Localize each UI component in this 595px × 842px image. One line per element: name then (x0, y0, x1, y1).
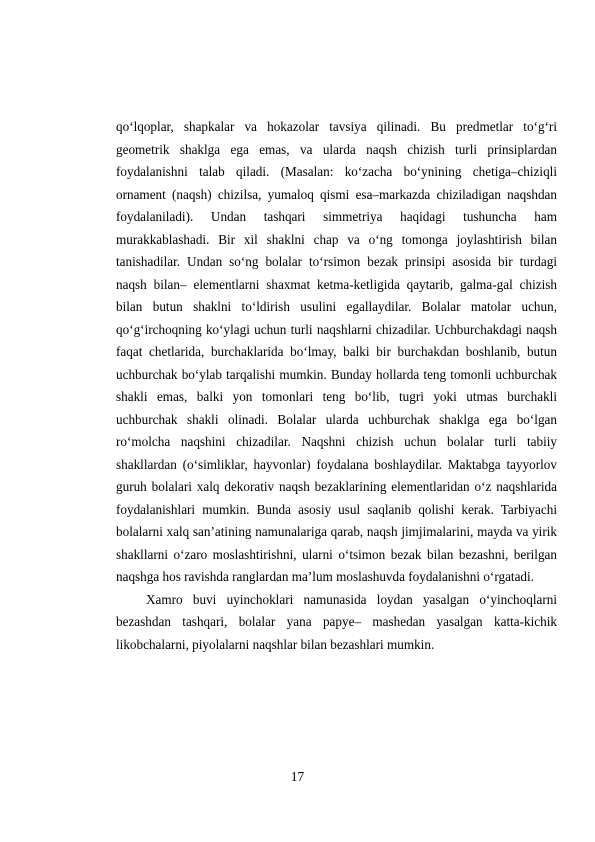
text-line: foydalanishlari mumkin. Bunda asosiy usul saqlanib qolishi kerak. Tarbiyachi (116, 501, 557, 517)
text-line: naqsh bilan– elementlarni shaxmat ketma-ketligida qaytarib, galma-gal chizish (116, 276, 557, 292)
text-line: foydalaniladi). Undan tashqari simmetriya haqidagi tushuncha ham (116, 209, 557, 224)
text-line: faqat chetlarida, burchaklarida bo‘lmay, balki bir burchakdan boshlanib, butun (116, 344, 557, 359)
text-line: shakllarni o‘zaro moslashtirishni, ularni o‘tsimon bezak bilan bezashni, berilgan (116, 546, 557, 562)
text-line: shakllardan (o‘simliklar, hayvonlar) foydalana boshlaydilar. Maktabga tayyorlov (116, 456, 557, 472)
text-line: tanishadilar. Undan so‘ng bolalar to‘rsimon bezak prinsipi asosida bir turdagi (116, 254, 557, 269)
text-line: shakli emas, balki yon tomonlari teng bo‘lib, tugri yoki utmas burchakli (116, 389, 557, 404)
text-line: guruh bolalari xalq dekorativ naqsh bezaklarining elementlaridan o‘z naqshlarida (116, 479, 557, 494)
text-line: Xamro buvi uyinchoklari namunasida loydan yasalgan o‘yinchoqlarni (146, 591, 557, 607)
text-line: likobchalarni, piyolalarni naqshlar bilan bezashlari mumkin. (116, 636, 435, 652)
text-line: bolalarni xalq san’atining namunalariga qarab, naqsh jimjimalarini, mayda va yirik (116, 524, 557, 539)
text-line: uchburchak bo‘ylab tarqalishi mumkin. Bunday hollarda teng tomonli uchburchak (116, 366, 557, 382)
text-line: naqshga hos ravishda ranglardan ma’lum moslashuvda foydalanishni o‘rgatadi. (116, 569, 534, 584)
page-number: 17 (290, 769, 305, 784)
text-line: bilan butun shaklni to‘ldirish usulini egallaydilar. Bolalar matolar uchun, (116, 299, 557, 314)
text-line: foydalanishni talab qiladi. (Masalan: ko‘zacha bo‘ynining chetiga–chiziqli (116, 164, 557, 179)
text-line: ro‘molcha naqshini chizadilar. Naqshni chizish uchun bolalar turli tabiiy (116, 434, 557, 449)
text-line: qo‘lqoplar, shapkalar va hokazolar tavsiya qilinadi. Bu predmetlar to‘g‘ri (116, 119, 557, 134)
text-line: murakkablashadi. Bir xil shaklni chap va o‘ng tomonga joylashtirish bilan (116, 231, 557, 247)
text-line: uchburchak shakli olinadi. Bolalar ularda uchburchak shaklga ega bo‘lgan (116, 411, 557, 427)
text-line: geometrik shaklga ega emas, va ularda naqsh chizish turli prinsiplardan (116, 141, 557, 157)
text-line: ornament (naqsh) chizilsa, yumaloq qismi esa–markazda chiziladigan naqshdan (116, 186, 557, 202)
text-line: qo‘g‘irchoqning ko‘ylagi uchun turli naqshlarni chizadilar. Uchburchakdagi naqsh (116, 321, 557, 337)
body-text (116, 116, 557, 656)
text-line: bezashdan tashqari, bolalar yana papye– mashedan yasalgan katta-kichik (116, 614, 557, 629)
